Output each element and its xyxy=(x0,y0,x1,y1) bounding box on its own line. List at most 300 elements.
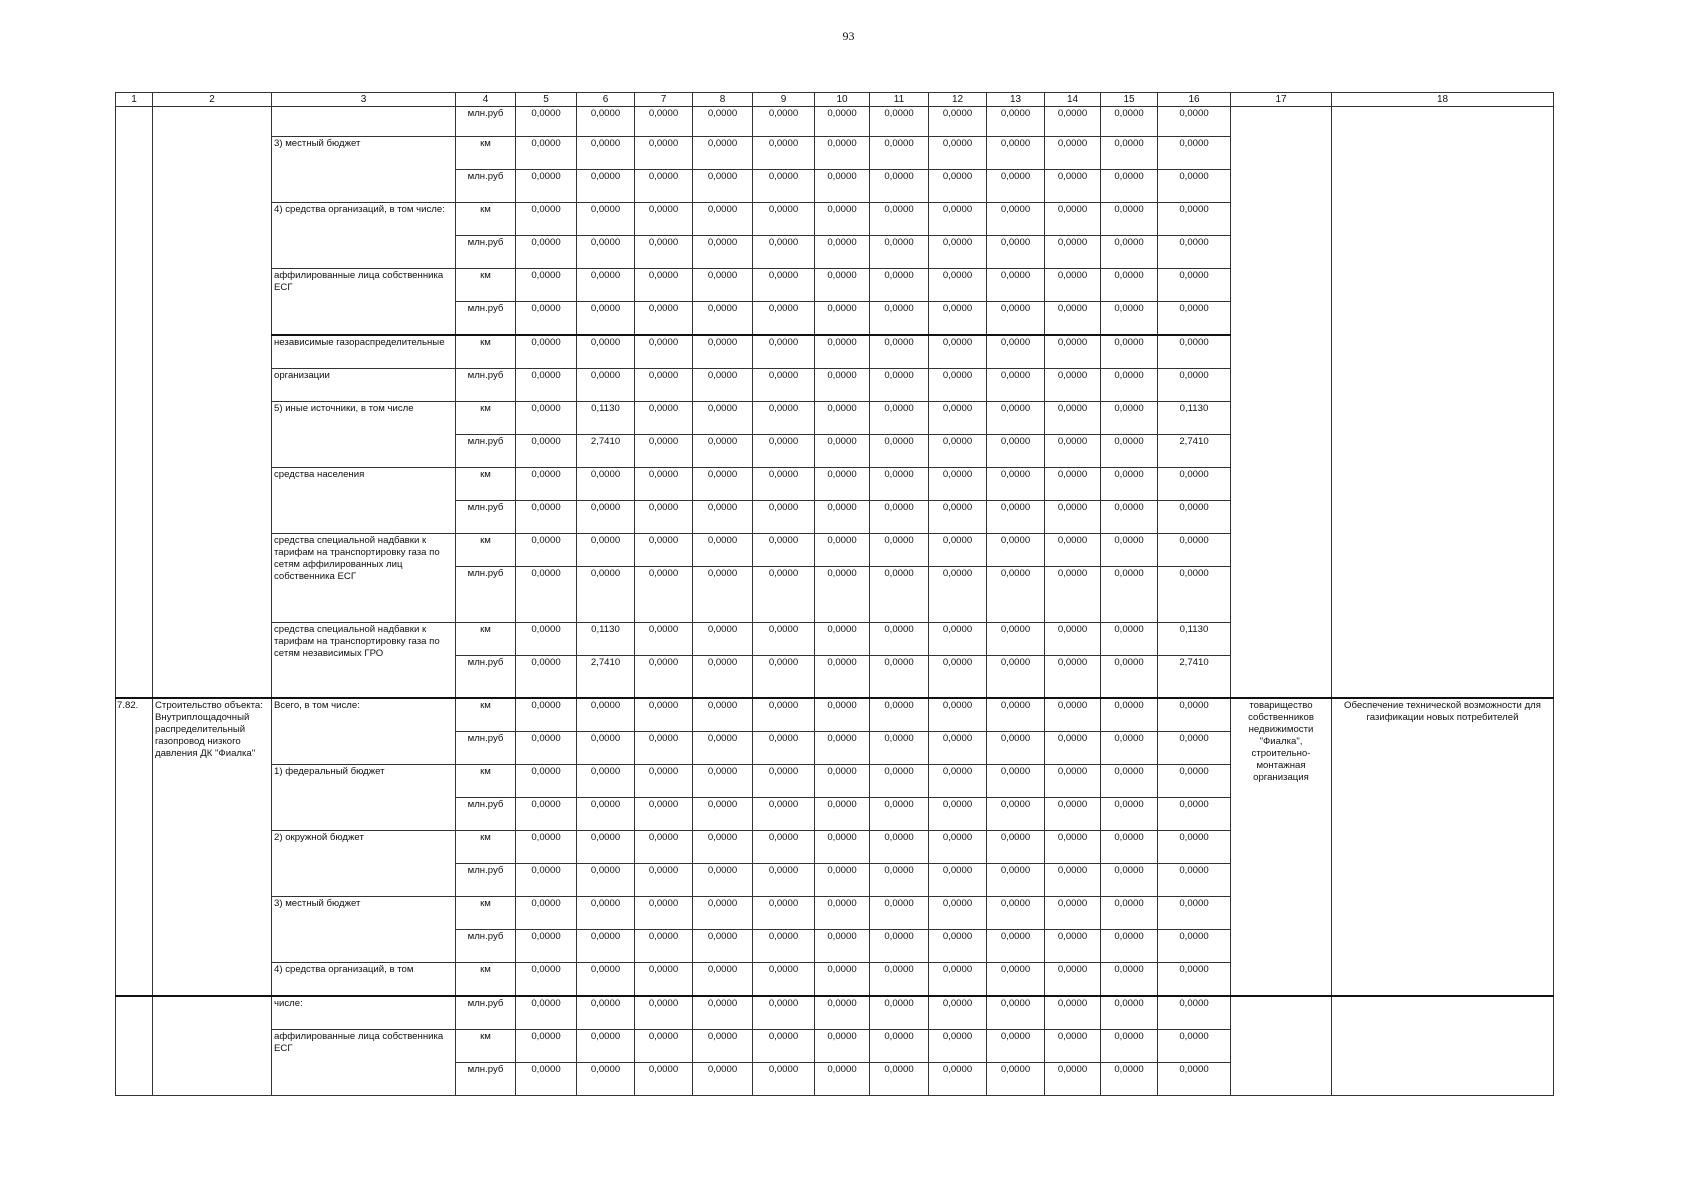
value-cell: 0,0000 xyxy=(929,798,987,831)
funding-source-label: 2) окружной бюджет xyxy=(272,831,456,897)
value-cell: 0,0000 xyxy=(1101,269,1158,302)
value-cell: 0,0000 xyxy=(815,864,870,897)
value-cell: 0,0000 xyxy=(1158,236,1231,269)
value-cell: 0,0000 xyxy=(1045,996,1101,1030)
value-cell: 0,0000 xyxy=(693,567,753,623)
value-cell: 0,0000 xyxy=(987,864,1045,897)
value-cell: 0,0000 xyxy=(929,698,987,732)
value-cell: 0,0000 xyxy=(870,435,929,468)
column-number-8: 8 xyxy=(693,93,753,107)
column-number-7: 7 xyxy=(635,93,693,107)
value-cell: 0,0000 xyxy=(929,501,987,534)
value-cell: 0,0000 xyxy=(815,765,870,798)
unit-cell: млн.руб xyxy=(456,107,516,137)
value-cell: 0,0000 xyxy=(1045,698,1101,732)
column-number-9: 9 xyxy=(753,93,815,107)
value-cell: 0,0000 xyxy=(693,831,753,864)
object-name: Строительство объекта: Внутриплощадочный распределительный газопровод низкого давления ДК "Фиалка" xyxy=(155,700,263,759)
unit-cell: км xyxy=(456,963,516,997)
funding-source-label: 4) средства организаций, в том числе: xyxy=(272,203,456,269)
object-name-cell xyxy=(153,107,272,699)
value-cell: 0,0000 xyxy=(1045,831,1101,864)
value-cell: 0,0000 xyxy=(1045,534,1101,567)
value-cell: 0,0000 xyxy=(870,137,929,170)
executor-cell xyxy=(1231,996,1332,1096)
column-number-13: 13 xyxy=(987,93,1045,107)
value-cell: 0,0000 xyxy=(815,1030,870,1063)
value-cell: 0,0000 xyxy=(1101,623,1158,656)
value-cell: 0,0000 xyxy=(1101,864,1158,897)
value-cell: 0,0000 xyxy=(987,798,1045,831)
value-cell: 0,0000 xyxy=(870,963,929,997)
funding-source-label: 5) иные источники, в том числе xyxy=(272,402,456,468)
value-cell: 0,0000 xyxy=(577,864,635,897)
value-cell: 0,0000 xyxy=(693,765,753,798)
column-number-1: 1 xyxy=(116,93,153,107)
value-cell: 0,0000 xyxy=(987,1063,1045,1096)
value-cell: 0,0000 xyxy=(635,269,693,302)
value-cell: 0,0000 xyxy=(987,369,1045,402)
value-cell: 0,0000 xyxy=(1158,501,1231,534)
value-cell: 0,0000 xyxy=(1101,996,1158,1030)
value-cell: 0,0000 xyxy=(635,468,693,501)
value-cell: 0,0000 xyxy=(987,335,1045,369)
value-cell: 0,0000 xyxy=(1101,567,1158,623)
value-cell: 0,0000 xyxy=(693,996,753,1030)
value-cell: 0,0000 xyxy=(987,765,1045,798)
value-cell: 0,0000 xyxy=(987,1030,1045,1063)
value-cell: 0,0000 xyxy=(929,963,987,997)
value-cell: 0,0000 xyxy=(577,137,635,170)
unit-cell: млн.руб xyxy=(456,567,516,623)
value-cell: 0,0000 xyxy=(516,1063,577,1096)
unit-cell: млн.руб xyxy=(456,798,516,831)
value-cell: 0,0000 xyxy=(753,930,815,963)
value-cell: 0,0000 xyxy=(870,170,929,203)
value-cell: 0,0000 xyxy=(1101,236,1158,269)
value-cell: 0,0000 xyxy=(815,402,870,435)
unit-cell: км xyxy=(456,765,516,798)
value-cell: 0,0000 xyxy=(1045,567,1101,623)
value-cell: 0,0000 xyxy=(1158,996,1231,1030)
value-cell: 0,0000 xyxy=(987,623,1045,656)
value-cell: 0,0000 xyxy=(815,369,870,402)
value-cell: 0,0000 xyxy=(1101,765,1158,798)
value-cell: 0,0000 xyxy=(577,203,635,236)
value-cell: 0,0000 xyxy=(635,963,693,997)
value-cell: 0,0000 xyxy=(870,656,929,699)
item-number: 7.82. xyxy=(117,700,139,711)
value-cell: 0,0000 xyxy=(577,501,635,534)
value-cell: 0,0000 xyxy=(635,435,693,468)
value-cell: 0,0000 xyxy=(753,656,815,699)
value-cell: 0,0000 xyxy=(1101,468,1158,501)
value-cell: 2,7410 xyxy=(577,656,635,699)
value-cell: 0,0000 xyxy=(635,369,693,402)
value-cell: 0,0000 xyxy=(1101,897,1158,930)
unit-cell: млн.руб xyxy=(456,1063,516,1096)
executor-cell xyxy=(1231,698,1332,996)
value-cell: 0,0000 xyxy=(929,236,987,269)
value-cell: 0,0000 xyxy=(987,963,1045,997)
purpose-cell xyxy=(1332,996,1554,1096)
value-cell: 0,0000 xyxy=(516,402,577,435)
value-cell: 0,0000 xyxy=(1158,170,1231,203)
table-row xyxy=(116,107,1554,137)
value-cell: 0,0000 xyxy=(815,996,870,1030)
value-cell: 0,0000 xyxy=(753,402,815,435)
value-cell: 0,1130 xyxy=(577,402,635,435)
unit-cell: млн.руб xyxy=(456,369,516,402)
value-cell: 0,0000 xyxy=(1101,930,1158,963)
column-number-3: 3 xyxy=(272,93,456,107)
funding-source-label: средства специальной надбавки к тарифам на транспортировку газа по сетям аффилированных лиц собственника ЕСГ xyxy=(272,534,456,623)
value-cell: 0,0000 xyxy=(815,534,870,567)
value-cell: 0,0000 xyxy=(929,468,987,501)
value-cell: 0,0000 xyxy=(1045,930,1101,963)
value-cell: 0,0000 xyxy=(929,534,987,567)
value-cell: 0,0000 xyxy=(753,798,815,831)
value-cell: 0,0000 xyxy=(870,567,929,623)
value-cell: 0,0000 xyxy=(929,831,987,864)
value-cell: 0,0000 xyxy=(1158,765,1231,798)
value-cell: 0,0000 xyxy=(1045,1030,1101,1063)
funding-source-label: независимые газораспределительные xyxy=(272,335,456,369)
funding-source-label: средства населения xyxy=(272,468,456,534)
value-cell: 0,0000 xyxy=(1045,864,1101,897)
value-cell: 0,0000 xyxy=(929,170,987,203)
value-cell: 0,0000 xyxy=(516,369,577,402)
purpose-cell xyxy=(1332,698,1554,996)
value-cell: 0,0000 xyxy=(693,170,753,203)
value-cell: 0,0000 xyxy=(815,732,870,765)
value-cell: 0,0000 xyxy=(1101,137,1158,170)
value-cell: 0,0000 xyxy=(635,798,693,831)
value-cell: 0,0000 xyxy=(577,765,635,798)
value-cell: 0,0000 xyxy=(693,1063,753,1096)
value-cell: 0,0000 xyxy=(577,996,635,1030)
unit-cell: км xyxy=(456,335,516,369)
value-cell: 0,0000 xyxy=(1158,567,1231,623)
value-cell: 0,1130 xyxy=(577,623,635,656)
value-cell: 0,0000 xyxy=(1158,302,1231,336)
value-cell: 0,0000 xyxy=(516,236,577,269)
value-cell: 0,0000 xyxy=(1045,369,1101,402)
value-cell: 0,0000 xyxy=(516,765,577,798)
value-cell: 0,0000 xyxy=(1158,335,1231,369)
value-cell: 0,0000 xyxy=(635,656,693,699)
value-cell: 0,0000 xyxy=(870,1063,929,1096)
funding-source-label: средства специальной надбавки к тарифам на транспортировку газа по сетям независимых ГРО xyxy=(272,623,456,699)
object-name-cell xyxy=(153,698,272,996)
unit-cell: км xyxy=(456,831,516,864)
value-cell: 0,0000 xyxy=(870,534,929,567)
value-cell: 0,0000 xyxy=(1158,137,1231,170)
value-cell: 0,0000 xyxy=(815,963,870,997)
value-cell: 0,0000 xyxy=(753,623,815,656)
value-cell: 0,0000 xyxy=(1158,698,1231,732)
value-cell: 0,0000 xyxy=(693,698,753,732)
value-cell: 0,0000 xyxy=(1101,831,1158,864)
value-cell: 0,0000 xyxy=(870,831,929,864)
value-cell: 0,0000 xyxy=(693,656,753,699)
value-cell: 0,0000 xyxy=(635,302,693,336)
value-cell: 0,0000 xyxy=(753,963,815,997)
value-cell: 0,0000 xyxy=(815,137,870,170)
value-cell: 0,0000 xyxy=(516,698,577,732)
value-cell: 0,0000 xyxy=(693,236,753,269)
value-cell: 0,0000 xyxy=(870,996,929,1030)
value-cell: 0,0000 xyxy=(870,732,929,765)
value-cell: 0,0000 xyxy=(693,732,753,765)
value-cell: 0,0000 xyxy=(929,369,987,402)
column-number-16: 16 xyxy=(1158,93,1231,107)
value-cell: 0,0000 xyxy=(635,236,693,269)
value-cell: 0,0000 xyxy=(693,897,753,930)
column-number-10: 10 xyxy=(815,93,870,107)
value-cell: 0,0000 xyxy=(1158,864,1231,897)
funding-source-label: 3) местный бюджет xyxy=(272,137,456,203)
value-cell: 0,0000 xyxy=(577,698,635,732)
value-cell: 0,0000 xyxy=(929,402,987,435)
value-cell: 0,0000 xyxy=(987,897,1045,930)
value-cell: 0,0000 xyxy=(815,302,870,336)
value-cell: 0,0000 xyxy=(1045,798,1101,831)
value-cell: 0,0000 xyxy=(577,1030,635,1063)
executor-text: товарищество собственников недвижимости "Фиалка", строительно-монтажная организация xyxy=(1248,700,1314,783)
value-cell: 0,0000 xyxy=(815,170,870,203)
unit-cell: км xyxy=(456,468,516,501)
value-cell: 0,0000 xyxy=(577,302,635,336)
value-cell: 0,0000 xyxy=(693,963,753,997)
value-cell: 0,0000 xyxy=(870,302,929,336)
value-cell: 0,0000 xyxy=(815,335,870,369)
unit-cell: млн.руб xyxy=(456,930,516,963)
unit-cell: км xyxy=(456,1030,516,1063)
value-cell: 0,0000 xyxy=(987,107,1045,137)
value-cell: 0,0000 xyxy=(516,567,577,623)
value-cell: 0,0000 xyxy=(1045,302,1101,336)
value-cell: 0,0000 xyxy=(693,864,753,897)
value-cell: 0,0000 xyxy=(635,1030,693,1063)
value-cell: 0,0000 xyxy=(635,567,693,623)
value-cell: 0,0000 xyxy=(815,1063,870,1096)
value-cell: 0,0000 xyxy=(1045,623,1101,656)
value-cell: 0,0000 xyxy=(1045,269,1101,302)
value-cell: 0,0000 xyxy=(516,435,577,468)
value-cell: 0,0000 xyxy=(987,732,1045,765)
value-cell: 0,0000 xyxy=(929,732,987,765)
value-cell: 0,0000 xyxy=(987,203,1045,236)
value-cell: 2,7410 xyxy=(577,435,635,468)
purpose-cell xyxy=(1332,107,1554,699)
unit-cell: млн.руб xyxy=(456,302,516,336)
value-cell: 0,0000 xyxy=(1101,335,1158,369)
funding-source-label xyxy=(272,107,456,137)
value-cell: 0,0000 xyxy=(1158,798,1231,831)
value-cell: 0,0000 xyxy=(1158,269,1231,302)
value-cell: 0,0000 xyxy=(929,302,987,336)
value-cell: 0,0000 xyxy=(929,656,987,699)
value-cell: 0,0000 xyxy=(929,996,987,1030)
value-cell: 0,0000 xyxy=(635,698,693,732)
funding-source-label: организации xyxy=(272,369,456,402)
value-cell: 2,7410 xyxy=(1158,656,1231,699)
unit-cell: млн.руб xyxy=(456,501,516,534)
column-number-2: 2 xyxy=(153,93,272,107)
value-cell: 0,0000 xyxy=(516,501,577,534)
value-cell: 0,0000 xyxy=(987,302,1045,336)
unit-cell: км xyxy=(456,137,516,170)
object-name-cell xyxy=(153,996,272,1096)
value-cell: 0,1130 xyxy=(1158,402,1231,435)
value-cell: 0,0000 xyxy=(753,996,815,1030)
value-cell: 0,0000 xyxy=(987,236,1045,269)
value-cell: 0,0000 xyxy=(753,203,815,236)
value-cell: 0,0000 xyxy=(635,831,693,864)
value-cell: 0,0000 xyxy=(577,798,635,831)
value-cell: 0,0000 xyxy=(1101,501,1158,534)
value-cell: 0,0000 xyxy=(635,864,693,897)
value-cell: 0,0000 xyxy=(815,501,870,534)
value-cell: 0,0000 xyxy=(1045,435,1101,468)
value-cell: 0,0000 xyxy=(1101,698,1158,732)
value-cell: 0,0000 xyxy=(516,831,577,864)
value-cell: 0,0000 xyxy=(753,335,815,369)
value-cell: 0,0000 xyxy=(577,831,635,864)
value-cell: 0,0000 xyxy=(987,402,1045,435)
value-cell: 2,7410 xyxy=(1158,435,1231,468)
value-cell: 0,0000 xyxy=(635,137,693,170)
item-number-cell xyxy=(116,996,153,1096)
value-cell: 0,0000 xyxy=(870,501,929,534)
value-cell: 0,0000 xyxy=(929,765,987,798)
value-cell: 0,0000 xyxy=(815,831,870,864)
value-cell: 0,0000 xyxy=(987,137,1045,170)
value-cell: 0,0000 xyxy=(929,897,987,930)
funding-source-label: аффилированные лица собственника ЕСГ xyxy=(272,1030,456,1096)
value-cell: 0,0000 xyxy=(635,203,693,236)
value-cell: 0,0000 xyxy=(577,963,635,997)
value-cell: 0,0000 xyxy=(577,534,635,567)
value-cell: 0,0000 xyxy=(929,203,987,236)
value-cell: 0,0000 xyxy=(753,732,815,765)
value-cell: 0,0000 xyxy=(815,107,870,137)
unit-cell: млн.руб xyxy=(456,170,516,203)
value-cell: 0,0000 xyxy=(753,698,815,732)
value-cell: 0,0000 xyxy=(870,203,929,236)
value-cell: 0,0000 xyxy=(693,468,753,501)
value-cell: 0,0000 xyxy=(753,864,815,897)
value-cell: 0,0000 xyxy=(516,170,577,203)
value-cell: 0,0000 xyxy=(929,567,987,623)
value-cell: 0,0000 xyxy=(815,623,870,656)
value-cell: 0,0000 xyxy=(1045,501,1101,534)
value-cell: 0,0000 xyxy=(1158,369,1231,402)
column-number-5: 5 xyxy=(516,93,577,107)
value-cell: 0,0000 xyxy=(577,567,635,623)
value-cell: 0,0000 xyxy=(753,435,815,468)
value-cell: 0,0000 xyxy=(693,137,753,170)
value-cell: 0,0000 xyxy=(987,996,1045,1030)
value-cell: 0,0000 xyxy=(870,468,929,501)
value-cell: 0,0000 xyxy=(1158,963,1231,997)
value-cell: 0,0000 xyxy=(693,534,753,567)
value-cell: 0,0000 xyxy=(1158,107,1231,137)
value-cell: 0,0000 xyxy=(929,1030,987,1063)
value-cell: 0,0000 xyxy=(635,170,693,203)
funding-source-label: 1) федеральный бюджет xyxy=(272,765,456,831)
column-number-header xyxy=(116,93,1554,107)
value-cell: 0,0000 xyxy=(516,302,577,336)
value-cell: 0,0000 xyxy=(1045,402,1101,435)
value-cell: 0,0000 xyxy=(815,203,870,236)
column-number-11: 11 xyxy=(870,93,929,107)
value-cell: 0,0000 xyxy=(929,930,987,963)
funding-source-label: Всего, в том числе: xyxy=(272,698,456,765)
item-number-cell xyxy=(116,107,153,699)
column-number-18: 18 xyxy=(1332,93,1554,107)
value-cell: 0,0000 xyxy=(870,798,929,831)
value-cell: 0,0000 xyxy=(987,831,1045,864)
value-cell: 0,0000 xyxy=(870,698,929,732)
column-number-12: 12 xyxy=(929,93,987,107)
value-cell: 0,0000 xyxy=(693,402,753,435)
value-cell: 0,0000 xyxy=(815,897,870,930)
unit-cell: км xyxy=(456,269,516,302)
value-cell: 0,0000 xyxy=(577,107,635,137)
value-cell: 0,0000 xyxy=(1045,203,1101,236)
value-cell: 0,0000 xyxy=(753,170,815,203)
funding-source-label: аффилированные лица собственника ЕСГ xyxy=(272,269,456,336)
value-cell: 0,0000 xyxy=(516,107,577,137)
value-cell: 0,0000 xyxy=(753,1030,815,1063)
value-cell: 0,0000 xyxy=(929,435,987,468)
value-cell: 0,0000 xyxy=(693,302,753,336)
value-cell: 0,0000 xyxy=(870,269,929,302)
value-cell: 0,0000 xyxy=(815,698,870,732)
value-cell: 0,0000 xyxy=(870,623,929,656)
unit-cell: млн.руб xyxy=(456,996,516,1030)
value-cell: 0,0000 xyxy=(577,468,635,501)
data-table xyxy=(115,92,1554,1096)
value-cell: 0,0000 xyxy=(753,137,815,170)
value-cell: 0,0000 xyxy=(1045,137,1101,170)
value-cell: 0,0000 xyxy=(577,335,635,369)
value-cell: 0,0000 xyxy=(577,269,635,302)
value-cell: 0,0000 xyxy=(516,798,577,831)
value-cell: 0,0000 xyxy=(987,656,1045,699)
value-cell: 0,0000 xyxy=(693,203,753,236)
column-number-17: 17 xyxy=(1231,93,1332,107)
value-cell: 0,0000 xyxy=(1158,1063,1231,1096)
page-number: 93 xyxy=(842,29,855,43)
value-cell: 0,0000 xyxy=(1101,656,1158,699)
value-cell: 0,0000 xyxy=(1158,203,1231,236)
value-cell: 0,0000 xyxy=(1101,435,1158,468)
value-cell: 0,0000 xyxy=(929,623,987,656)
value-cell: 0,0000 xyxy=(516,996,577,1030)
value-cell: 0,0000 xyxy=(635,107,693,137)
value-cell: 0,0000 xyxy=(929,1063,987,1096)
value-cell: 0,0000 xyxy=(753,269,815,302)
value-cell: 0,0000 xyxy=(987,698,1045,732)
value-cell: 0,0000 xyxy=(577,236,635,269)
value-cell: 0,0000 xyxy=(635,335,693,369)
value-cell: 0,0000 xyxy=(577,930,635,963)
value-cell: 0,0000 xyxy=(516,1030,577,1063)
value-cell: 0,0000 xyxy=(635,534,693,567)
